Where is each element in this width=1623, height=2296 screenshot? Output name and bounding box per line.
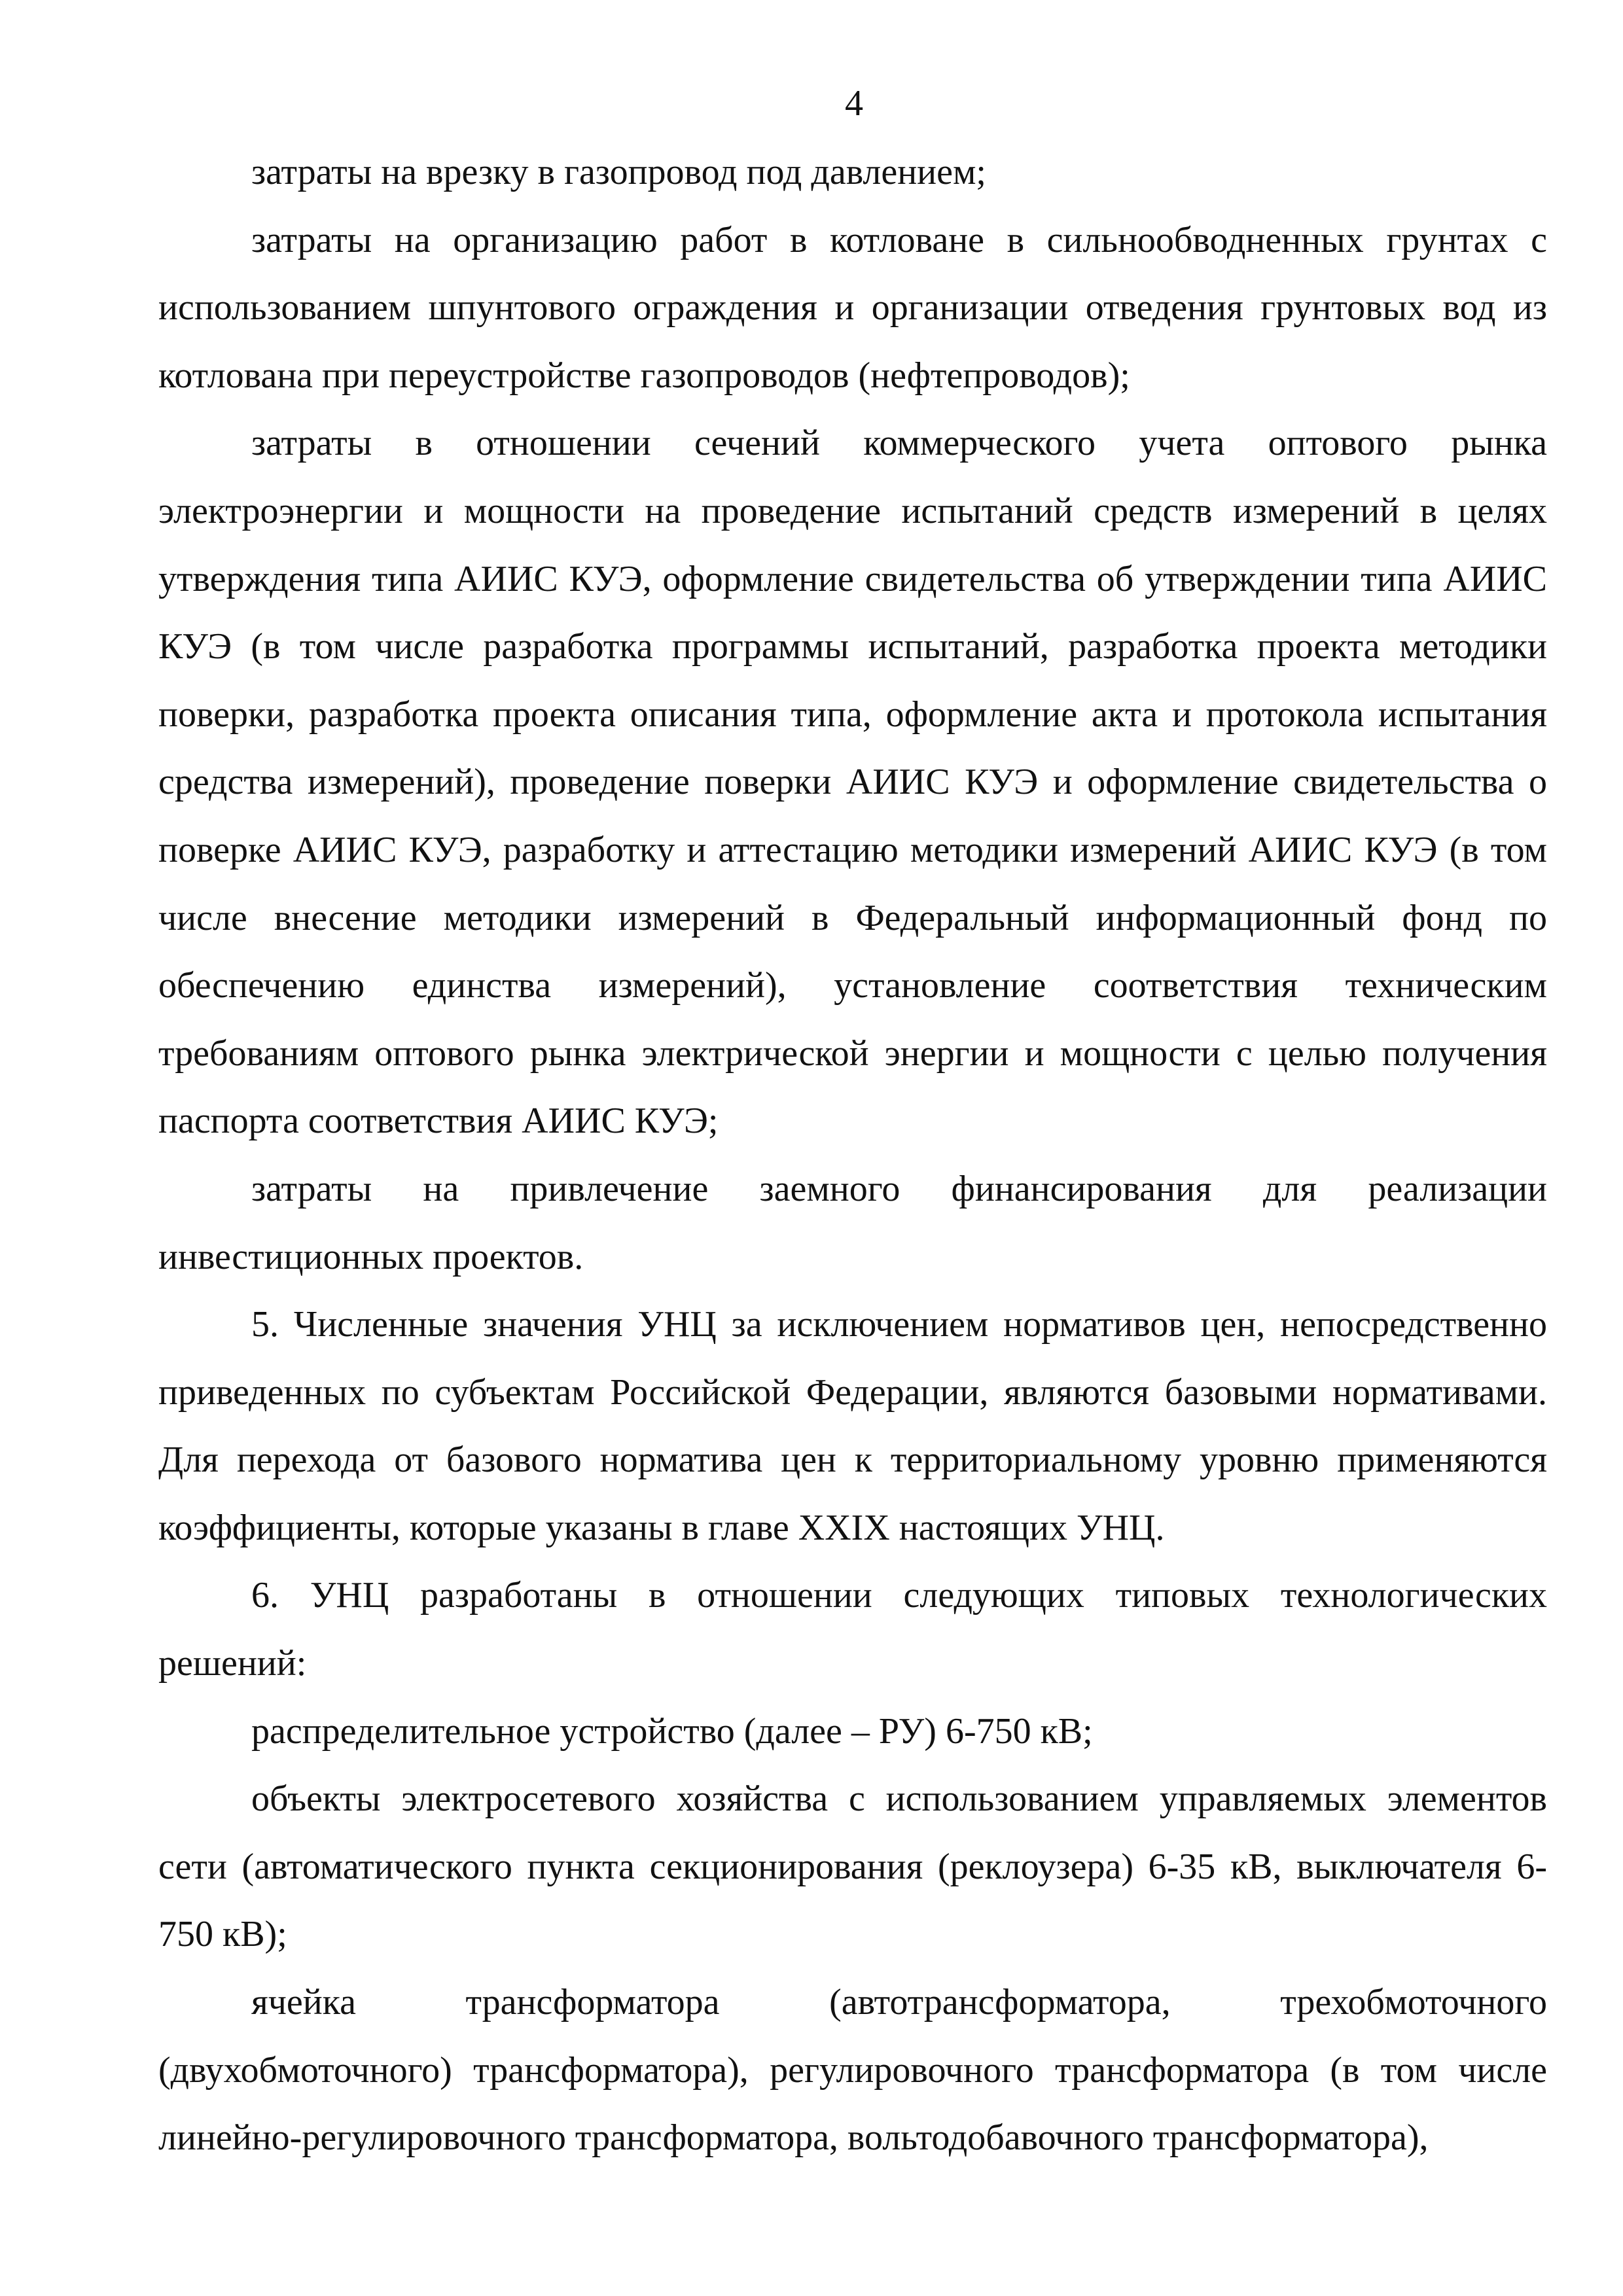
paragraph-item-6: 6. УНЦ разработаны в отношении следующих типовых технологических решений: <box>158 1575 1547 1684</box>
document-body <box>158 139 1547 2172</box>
paragraph-borrowing-costs: затраты на привлечение заемного финансирования для реализации инвестиционных проектов. <box>158 1168 1547 1277</box>
paragraph-pit-works-costs: затраты на организацию работ в котловане в сильнообводненных грунтах с использованием шпунтового ограждения и организации отведения грунтовых вод из котлована при переустройстве газопроводов (нефтепроводов); <box>158 219 1547 396</box>
paragraph-metering-costs: затраты в отношении сечений коммерческого учета оптового рынка электроэнергии и мощности на проведение испытаний средств измерений в целях утверждения типа АИИС КУЭ, оформление свидетельства об утверждении типа АИИС КУЭ (в том числе разработка программы испытаний, разработка проекта методики поверки, разработка проекта описания типа, оформление акта и протокола испытания средства измерений), проведение поверки АИИС КУЭ и оформление свидетельства о поверке АИИС КУЭ, разработку и аттестацию методики измерений АИИС КУЭ (в том числе внесение методики измерений в Федеральный информационный фонд по обеспечению единства измерений), установление соответствия техническим требованиям оптового рынка электрической энергии и мощности с целью получения паспорта соответствия АИИС КУЭ; <box>158 423 1547 1142</box>
paragraph-switchgear: распределительное устройство (далее – РУ) 6-750 кВ; <box>251 1710 1093 1752</box>
paragraph-item-5: 5. Численные значения УНЦ за исключением нормативов цен, непосредственно приведенных по субъектам Российской Федерации, являются базовыми нормативами. Для перехода от базового норматива цен к территориальному уровню применяются коэффициенты, которые указаны в главе XXIX настоящих УНЦ. <box>158 1304 1547 1548</box>
page-number: 4 <box>845 83 863 124</box>
paragraph-transformer-cell: ячейка трансформатора (автотрансформатора, трехобмоточного (двухобмоточного) трансформатора), регулировочного трансформатора (в том числе линейно-регулировочного трансформатора, вольтодобавочного трансформатора), <box>158 1982 1547 2159</box>
paragraph-grid-facilities: объекты электросетевого хозяйства с использованием управляемых элементов сети (автоматического пункта секционирования (реклоузера) 6-35 кВ, выключателя 6-750 кВ); <box>158 1778 1547 1955</box>
paragraph-tie-in-costs: затраты на врезку в газопровод под давлением; <box>251 152 986 192</box>
